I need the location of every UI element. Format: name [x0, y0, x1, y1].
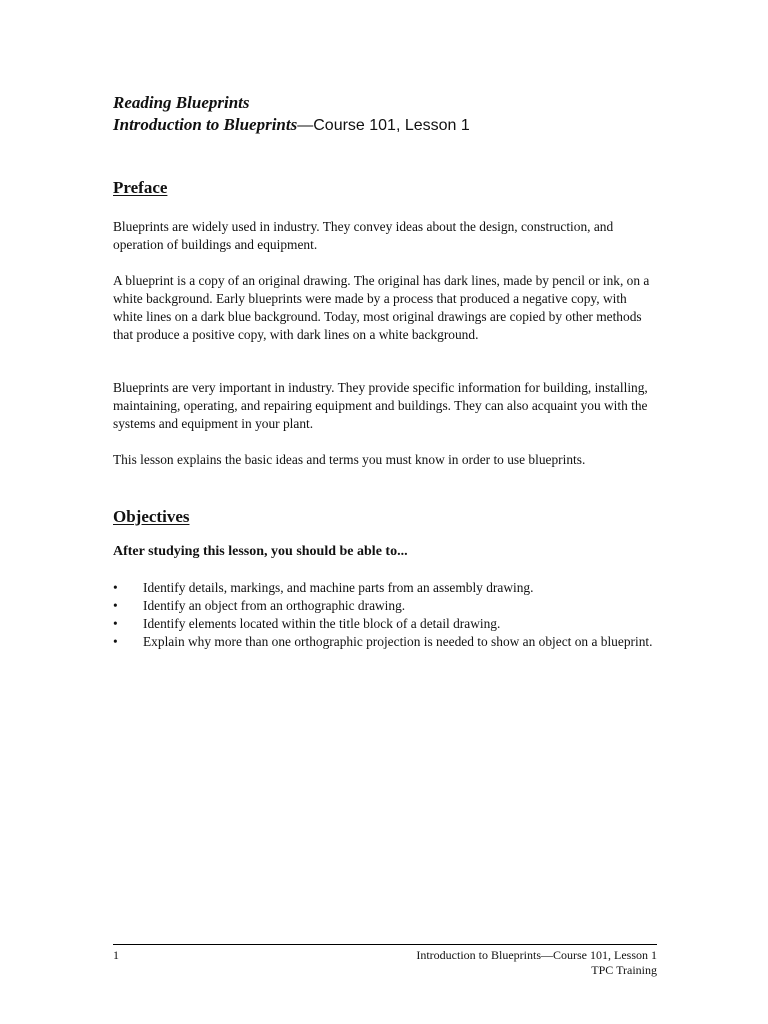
objectives-list — [113, 579, 658, 651]
preface-heading: Preface — [113, 178, 168, 197]
objective-text: Explain why more than one orthographic projection is needed to show an object on a blueprint. — [143, 634, 653, 649]
preface-paragraph-2: A blueprint is a copy of an original drawing. The original has dark lines, made by pencil or ink, on a white background. Early blueprints were made by a process that produced a negative copy, with white lines on a dark blue background. Today, most original drawings are copied by other methods that produce a positive copy, with dark lines on a white background. — [113, 273, 650, 342]
document-title: Reading Blueprints — [113, 93, 250, 112]
objective-item — [113, 579, 658, 597]
footer-course: Introduction to Blueprints—Course 101, Lesson 1 — [416, 948, 657, 962]
objective-text: Identify an object from an orthographic drawing. — [143, 598, 406, 613]
footer-publisher: TPC Training — [591, 963, 657, 977]
objective-text: Identify elements located within the title block of a detail drawing. — [143, 616, 501, 631]
objective-item — [113, 597, 658, 615]
bullet-icon: • — [113, 634, 118, 649]
preface-paragraph-4: This lesson explains the basic ideas and terms you must know in order to use blueprints. — [113, 452, 586, 467]
document-subtitle — [113, 114, 470, 136]
bullet-icon: • — [113, 616, 118, 631]
subtitle-course-number: —Course 101, Lesson 1 — [297, 117, 470, 134]
objective-text: Identify details, markings, and machine parts from an assembly drawing. — [143, 580, 534, 595]
objectives-intro: After studying this lesson, you should be able to... — [113, 544, 408, 559]
objective-item — [113, 615, 658, 633]
objectives-heading: Objectives — [113, 507, 190, 526]
footer-info — [416, 948, 657, 978]
footer-page-number: 1 — [113, 948, 119, 962]
bullet-icon: • — [113, 598, 118, 613]
preface-paragraph-1: Blueprints are widely used in industry. They convey ideas about the design, construction, and operation of buildings and equipment. — [113, 219, 614, 252]
footer-divider — [113, 944, 657, 945]
subtitle-course-name: Introduction to Blueprints — [113, 115, 298, 134]
preface-paragraph-3: Blueprints are very important in industry. They provide specific information for building, installing, maintaining, operating, and repairing equipment and buildings. They can also acquaint you with the systems and equipment in your plant. — [113, 380, 648, 431]
objective-item — [113, 633, 658, 651]
bullet-icon: • — [113, 580, 118, 595]
